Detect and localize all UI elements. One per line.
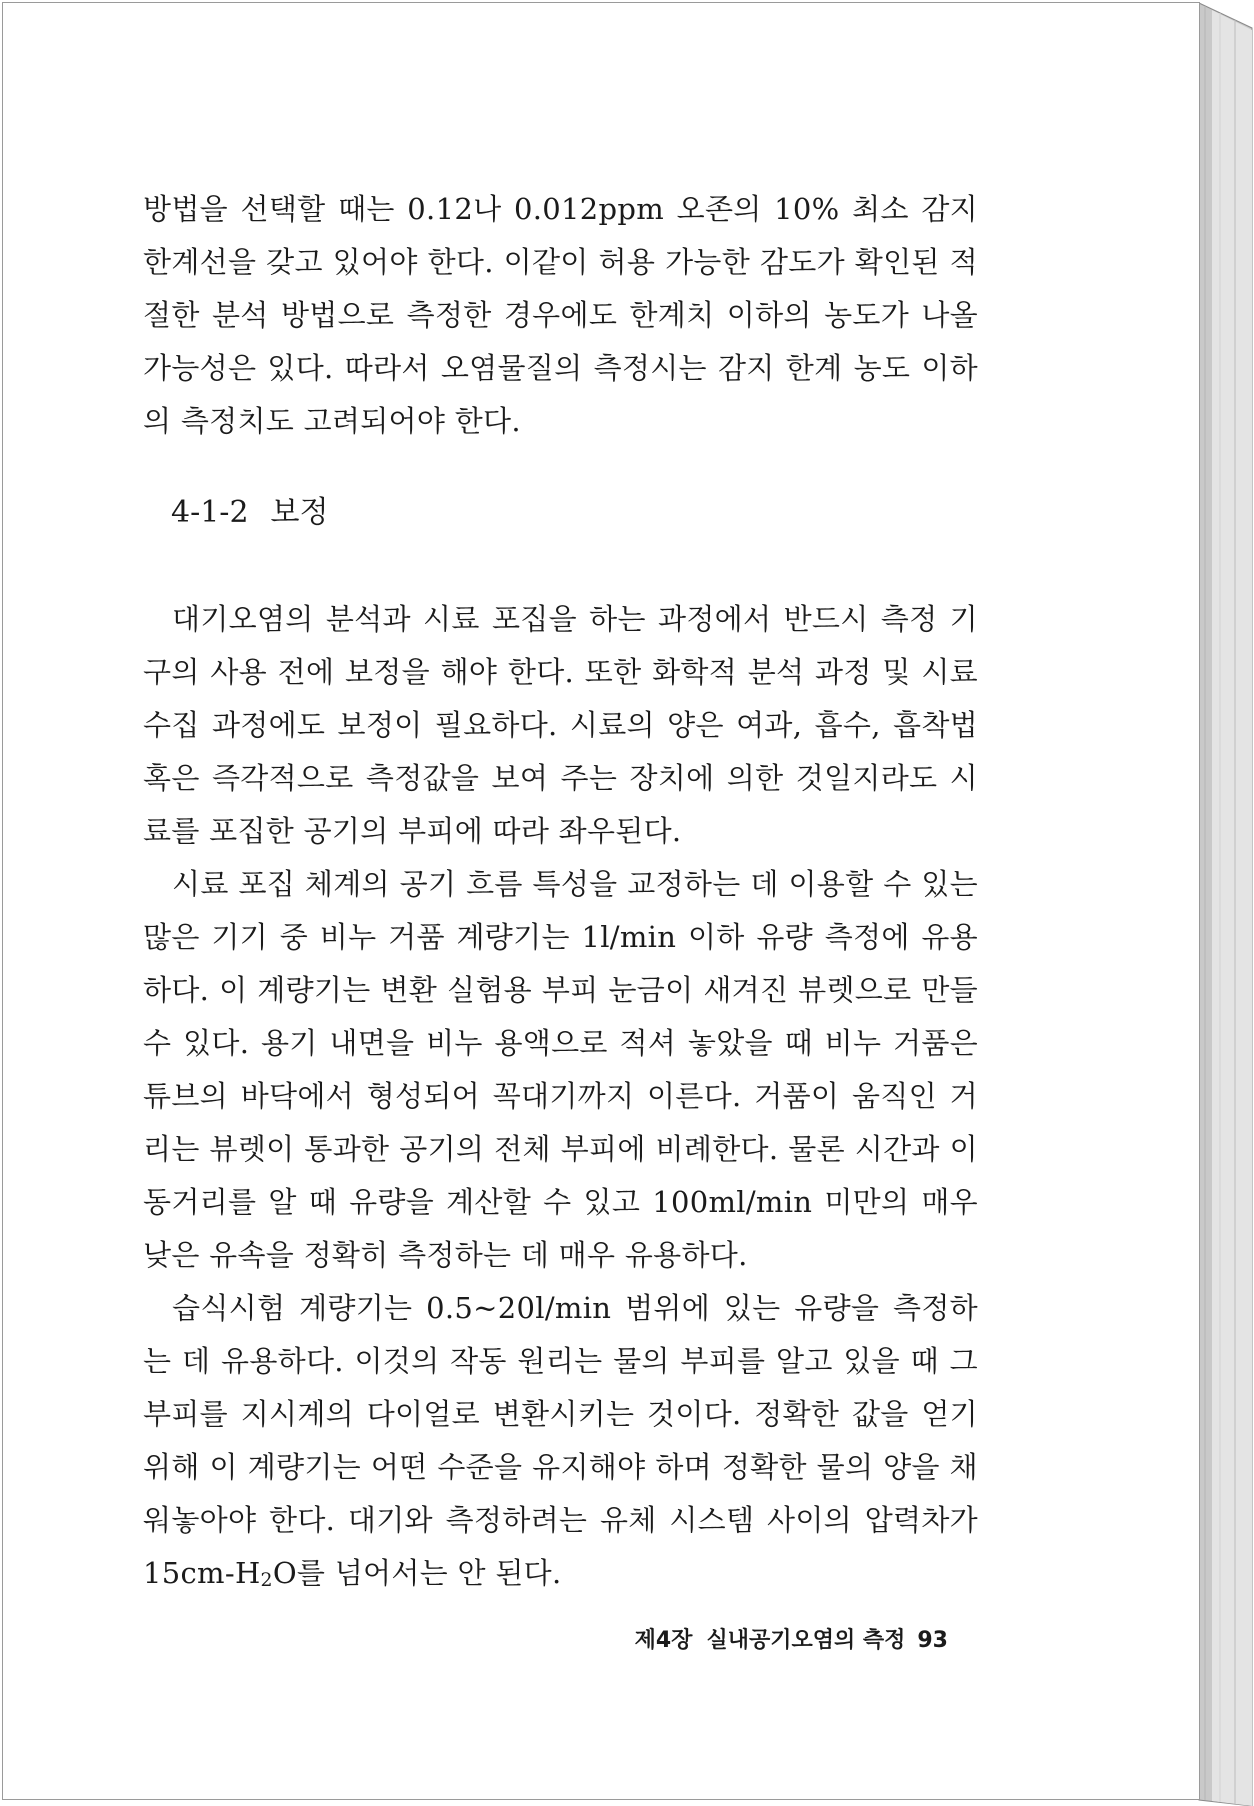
section-title: 보정 (270, 495, 329, 530)
body-paragraph: 시료 포집 체계의 공기 흐름 특성을 교정하는 데 이용할 수 있는 많은 기기 중 비누 거품 계량기는 1l/min 이하 유량 측정에 유용하다. 이 계량기는 변환 실험용 부피 눈금이 새겨진 뷰렛으로 만들 수 있다. 용기 내면을 비누 용액으로 적셔 놓았을 때 비누 거품은 튜브의 바닥에서 형성되어 꼭대기까지 이른다. 거품이 움직인 거리는 뷰렛이 통과한 공기의 전체 부피에 비례한다. 물론 시간과 이동거리를 알 때 유량을 계산할 수 있고 100ml/min 미만의 매우 낮은 유속을 정확히 측정하는 데 매우 유용하다. (143, 867, 978, 1272)
body-paragraph: 대기오염의 분석과 시료 포집을 하는 과정에서 반드시 측정 기구의 사용 전에 보정을 해야 한다. 또한 화학적 분석 과정 및 시료 수집 과정에도 보정이 필요하다. 시료의 양은 여과, 흡수, 흡착법 혹은 즉각적으로 측정값을 보여 주는 장치에 의한 것일지라도 시료를 포집한 공기의 부피에 따라 좌우된다. (143, 602, 978, 848)
formula-subscript: 2 (260, 1569, 273, 1591)
last-paragraph-end: O를 넘어서는 안 된다. (272, 1556, 562, 1590)
footer-title: 실내공기오염의 측정 (706, 1628, 906, 1653)
last-paragraph-text: 습식시험 계량기는 0.5~20l/min 범위에 있는 유량을 측정하는 데 유용하다. 이것의 작동 원리는 물의 부피를 알고 있을 때 그 부피를 지시계의 다이얼로 변환시키는 것이다. 정확한 값을 얻기 위해 이 계량기는 어떤 수준을 유지해야 하며 정확한 물의 양을 채워놓아야 한다. 대기와 측정하려는 유체 시스템 사이의 압력차가 15cm-H (143, 1291, 978, 1590)
page (2, 2, 1200, 1800)
intro-paragraph: 방법을 선택할 때는 0.12나 0.012ppm 오존의 10% 최소 감지 한계선을 갖고 있어야 한다. 이같이 허용 가능한 감도가 확인된 적절한 분석 방법으로 측정한 경우에도 한계치 이하의 농도가 나올 가능성은 있다. 따라서 오염물질의 측정시는 감지 한계 농도 이하의 측정치도 고려되어야 한다. (143, 192, 978, 438)
section-heading (171, 493, 329, 533)
page-number: 93 (917, 1628, 948, 1653)
body-text (143, 593, 978, 1607)
section-number: 4-1-2 (171, 495, 249, 530)
intro-paragraph-block (143, 183, 978, 448)
footer-chapter: 제4장 (634, 1628, 693, 1653)
body-paragraph-last (143, 1282, 978, 1607)
running-footer (603, 1623, 948, 1659)
